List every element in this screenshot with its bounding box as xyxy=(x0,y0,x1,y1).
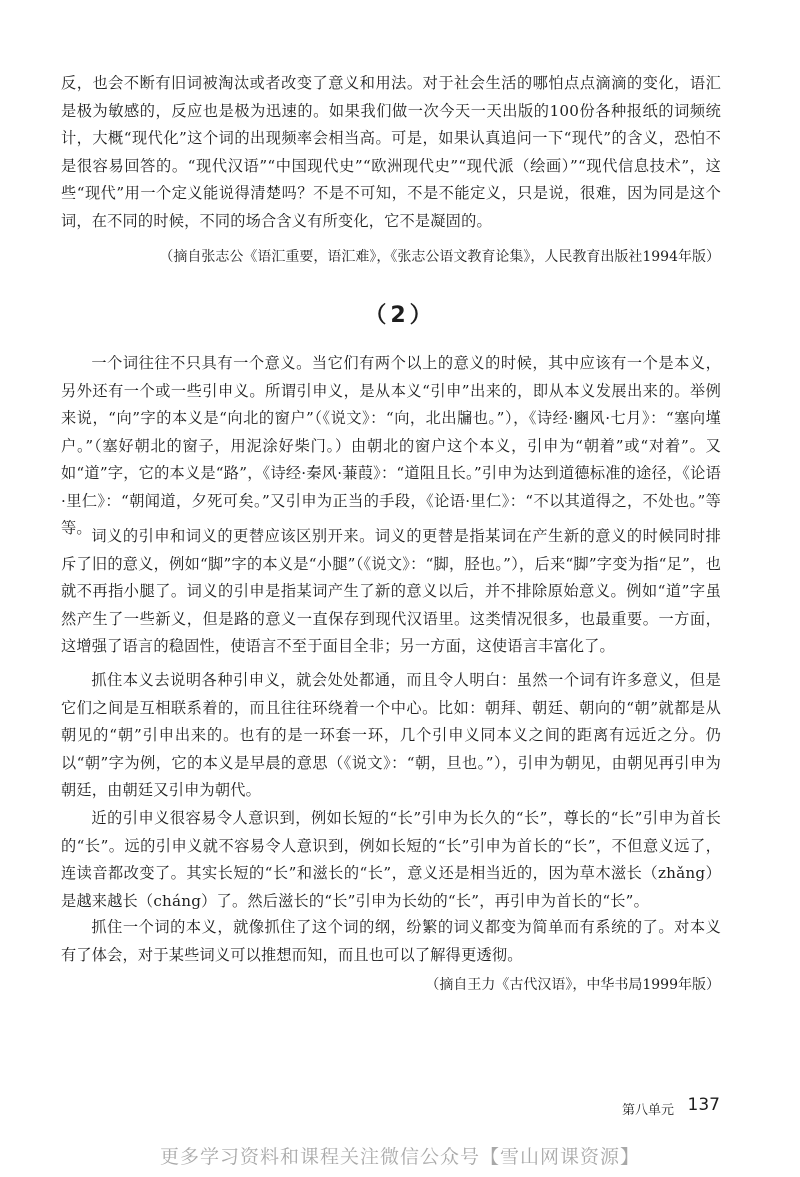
page-number: 137 xyxy=(687,1095,720,1115)
paragraph-chang-example: 近的引申义很容易令人意识到，例如长短的“长”引申为长久的“长”，尊长的“长”引申为首长的“长”。远的引申义就不容易令人意识到，例如长短的“长”引申为首长的“长”，不但意义远了，连读音都改变了。其实长短的“长”和滋长的“长”，意义还是相当近的，因为草木滋长（zhǎng）是越来越长（cháng）了。然后滋长的“长”引申为长幼的“长”，再引申为首长的“长”。 xyxy=(61,809,721,910)
watermark-text: 更多学习资料和课程关注微信公众号【雪山网课资源】 xyxy=(159,1146,640,1168)
section-heading: （2） xyxy=(364,303,436,328)
paragraph-conclusion: 抓住一个词的本义，就像抓住了这个词的纲，纷繁的词义都变为简单而有系统的了。对本义有了体会，对于某些词义可以推想而知，而且也可以了解得更透彻。 xyxy=(61,918,721,964)
citation-wang-li: （摘自王力《古代汉语》，中华书局1999年版） xyxy=(425,977,720,993)
paragraph-benyi-yinshenyi: 一个词往往不只具有一个意义。当它们有两个以上的意义的时候，其中应该有一个是本义，另外还有一个或一些引申义。所谓引申义，是从本义“引申”出来的，即从本义发展出来的。举例来说，“向”字的本义是“向北的窗户”（《说文》：“向，北出牖也。”），《诗经·豳风·七月》：“塞向墐户。”（塞好朝北的窗子，用泥涂好柴门。）由朝北的窗户这个本义，引申为“朝着”或“对着”。又如“道”字，它的本义是“路”，《诗经·秦风·蒹葭》：“道阻且长。”引申为达到道德标准的途径，《论语·里仁》：“朝闻道，夕死可矣。”又引申为正当的手段，《论语·里仁》：“不以其道得之，不处也。”等等。 xyxy=(61,354,721,537)
paragraph-zhuazhu-benyi: 抓住本义去说明各种引申义，就会处处都通，而且令人明白：虽然一个词有许多意义，但是它们之间是互相联系着的，而且往往环绕着一个中心。比如：朝拜、朝廷、朝向的“朝”就都是从朝见的“朝”引申出来的。也有的是一环套一环，几个引申义同本义之间的距离有远近之分。仍以“朝”字为例，它的本义是早晨的意思（《说文》：“朝，旦也。”），引申为朝见，由朝见再引申为朝廷，由朝廷又引申为朝代。 xyxy=(61,671,721,799)
paragraph-continued: 反，也会不断有旧词被淘汰或者改变了意义和用法。对于社会生活的哪怕点点滴滴的变化，语汇是极为敏感的，反应也是极为迅速的。如果我们做一次今天一天出版的100份各种报纸的词频统计，大概“现代化”这个词的出现频率会相当高。可是，如果认真追问一下“现代”的含义，恐怕不是很容易回答的。“现代汉语”“中国现代史”“欧洲现代史”“现代派（绘画）”“现代信息技术”，这些“现代”用一个定义能说得清楚吗？不是不可知，不是不能定义，只是说，很难，因为同是这个词，在不同的时候，不同的场合含义有所变化，它不是凝固的。 xyxy=(61,74,721,230)
footer-unit-label: 第八单元 xyxy=(621,1103,674,1118)
citation-zhang-zhigong: （摘自张志公《语汇重要，语汇难》，《张志公语文教育论集》，人民教育出版社1994年版） xyxy=(159,249,720,265)
paragraph-yinshen-gengti: 词义的引申和词义的更替应该区别开来。词义的更替是指某词在产生新的意义的时候同时排斥了旧的意义，例如“脚”字的本义是“小腿”（《说文》：“脚，胫也。”），后来“脚”字变为指“足”，也就不再指小腿了。词义的引申是指某词产生了新的意义以后，并不排除原始意义。例如“道”字虽然产生了一些新义，但是路的意义一直保存到现代汉语里。这类情况很多，也最重要。一方面，这增强了语言的稳固性，使语言不至于面目全非；另一方面，这使语言丰富化了。 xyxy=(61,527,721,655)
